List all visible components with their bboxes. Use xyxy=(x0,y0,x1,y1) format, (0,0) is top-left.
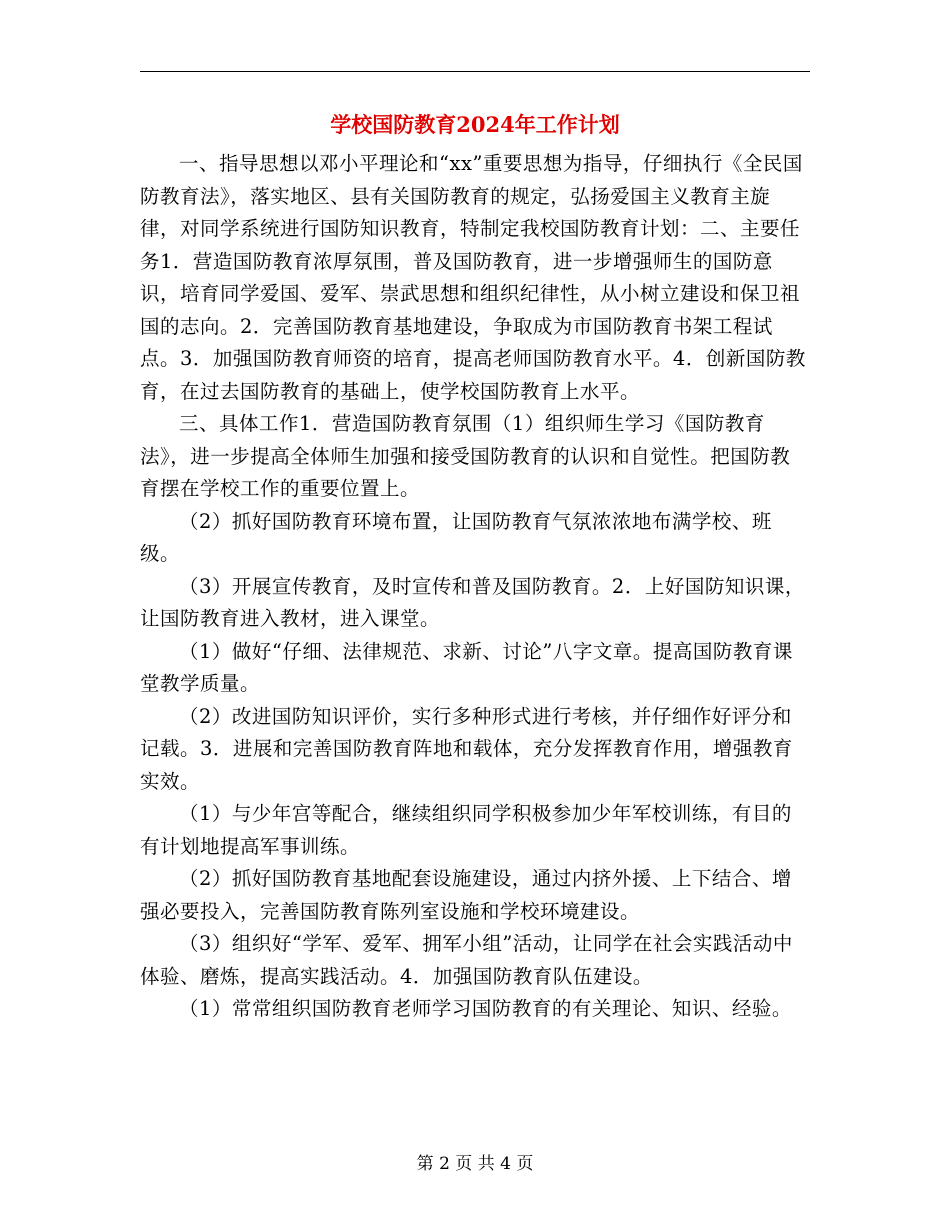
header-rule xyxy=(140,71,810,72)
paragraph: （1）常常组织国防教育老师学习国防教育的有关理论、知识、经验。 xyxy=(179,997,792,1020)
paragraph: （3）开展宣传教育，及时宣传和普及国防教育。2．上好国防知识课，让国防教育进入教材，进入课堂。 xyxy=(140,574,805,630)
paragraph: 一、指导思想以邓小平理论和“xx”重要思想为指导，仔细执行《全民国防教育法》，落实地区、县有关国防教育的规定，弘扬爱国主义教育主旋律，对同学系统进行国防知识教育，特制定我校国防教育计划：二、主要任务1．营造国防教育浓厚氛围，普及国防教育，进一步增强师生的国防意识，培育同学爱国、爱军、崇武思想和组织纪律性，从小树立建设和保卫祖国的志向。2．完善国防教育基地建设，争取成为市国防教育书架工程试点。3．加强国防教育师资的培育，提高老师国防教育水平。4．创新国防教育，在过去国防教育的基础上，使学校国防教育上水平。 xyxy=(140,152,806,403)
document-body xyxy=(140,148,810,1026)
paragraph: （3）组织好“学军、爱军、拥军小组”活动，让同学在社会实践活动中体验、磨炼，提高实践活动。4．加强国防教育队伍建设。 xyxy=(140,932,793,988)
document-title: 学校国防教育2024年工作计划 xyxy=(330,112,620,137)
paragraph: （1）做好“仔细、法律规范、求新、讨论”八字文章。提高国防教育课堂教学质量。 xyxy=(140,639,793,695)
paragraph: （1）与少年宫等配合，继续组织同学积极参加少年军校训练，有目的有计划地提高军事训练。 xyxy=(140,802,792,858)
paragraph: （2）抓好国防教育环境布置，让国防教育气氛浓浓地布满学校、班级。 xyxy=(140,509,772,565)
paragraph: （2）改进国防知识评价，实行多种形式进行考核，并仔细作好评分和记载。3．进展和完善国防教育阵地和载体，充分发挥教育作用，增强教育实效。 xyxy=(140,704,793,793)
paragraph: 三、具体工作1．营造国防教育氛围（1）组织师生学习《国防教育法》，进一步提高全体师生加强和接受国防教育的认识和自觉性。把国防教育摆在学校工作的重要位置上。 xyxy=(140,412,791,500)
paragraph: （2）抓好国防教育基地配套设施建设，通过内挤外援、上下结合、增强必要投入，完善国防教育陈列室设施和学校环境建设。 xyxy=(140,867,792,923)
page-number: 第 2 页 共 4 页 xyxy=(416,1154,534,1174)
